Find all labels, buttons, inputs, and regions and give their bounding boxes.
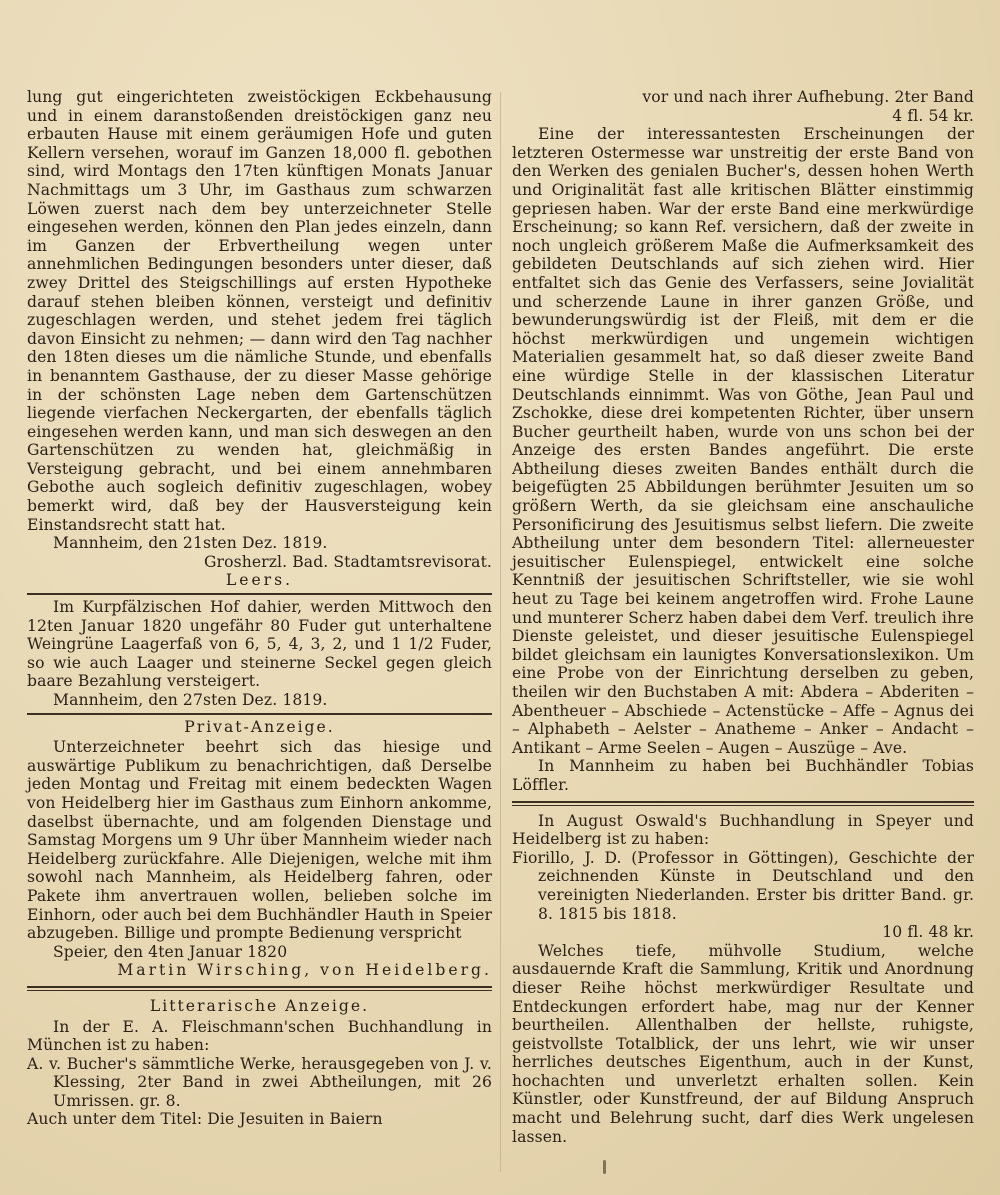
coach-notice-date: Speier, den 4ten Januar 1820 <box>53 942 288 961</box>
double-rule <box>27 986 492 991</box>
auction-notice-signature: Leers. <box>225 571 294 590</box>
fiorillo-review: Welches tiefe, mühvolle Studium, welche ausdauernde Kraft die Sammlung, Kritik und Anordnung dieser Reihe höchst merkwürdiger Resultate und Entdeckungen erfordert habe, mag nur der Kenner beurtheilen. Allenthalben der hellste, ruhigste, geistvollste Totalblick, der uns lehrt, wie wir unser herrliches deutsches Eigenthum, auch in der Kunst, hochachten und unverletzt erhalten sollen. Kein Künstler, oder Kunstfreund, der auf Bildung Anspruch macht und Belehrung sucht, darf dies Werk ungelesen lassen. <box>512 941 974 1146</box>
barrel-auction-text: Im Kurpfälzischen Hof dahier, werden Mittwoch den 12ten Januar 1820 ungefähr 80 Fuder gut unterhaltene Weingrüne Laagerfaß von 6, 5, 4, 3, 2, und 1 1/2 Fuder, so wie auch Laager und steinerne Seckel gegen gleich baare Bezahlung versteigert. <box>27 598 492 691</box>
fiorillo-entry: Fiorillo, J. D. (Professor in Göttingen), Geschichte der zeichnenden Künste in Deutschland und den vereinigten Niederlanden. Erster bis dritter Band. gr. 8. 1815 bis 1818. <box>512 848 974 923</box>
right-column <box>512 88 974 1146</box>
left-column <box>27 88 492 1129</box>
auction-notice-authority: Grosherzl. Bad. Stadtamtsrevisorat. <box>204 552 492 571</box>
ink-mark <box>603 1160 606 1174</box>
oswald-intro: In August Oswald's Buchhandlung in Speyer und Heidelberg ist zu haben: <box>512 811 974 849</box>
book-price: 4 fl. 54 kr. <box>892 106 974 125</box>
book-review-text: Eine der interessantesten Erscheinungen der letzteren Ostermesse war unstreitig der erste Band von den Werken des genialen Bucher's, dessen hohen Werth und Originalität fast alle kritischen Blätter einstimmig gepriesen haben. War der erste Band eine merkwürdige Erscheinung; so kann Ref. versichern, daß der zweite in noch ungleich größerem Maße die Aufmerksamkeit des gebildeten Deutschlands auf sich ziehen wird. Hier entfaltet sich das Genie des Verfassers, seine Jovialität und scherzende Laune in ihrer ganzen Größe, und bewunderungswürdig ist der Fleiß, mit dem er die höchst merkwürdigen und ungemein wichtigen Materialien gesammelt hat, so daß dieser zweite Band eine würdige Stelle in der klassischen Literatur Deutschlands einnimmt. Was von Göthe, Jean Paul und Zschokke, diese drei kompetenten Richter, über unsern Bucher geurtheilt haben, wurde von uns schon bei der Anzeige des ersten Bandes angeführt. Die erste Abtheilung dieses zweiten Bandes enthält durch die beigefügten 25 Abbildungen berühmter Jesuiten um so größern Werth, da sie gleichsam eine anschauliche Personificirung des Jesuitismus selbst liefern. Die zweite Abtheilung unter dem besondern Titel: allerneuester jesuitischer Eulenspiegel, entwickelt eine solche Kenntniß der jesuitischen Schriftsteller, wie sie wohl heut zu Tage bei keinem angetroffen wird. Frohe Laune und munterer Scherz haben dabei dem Verf. treulich ihre Dienste geleistet, und dieser jesuitische Eulenspiegel bildet gleichsam ein launigtes Konversationslexikon. Um eine Probe von der Einrichtung derselben zu geben, theilen wir den Buchstaben A mit: Abdera – Abderiten – Abentheuer – Abschiede – Actenstücke – Affe – Agnus dei – Alphabeth – Aelster – Anatheme – Anker – Andacht – Antikant – Arme Seelen – Augen – Auszüge – Ave. <box>512 125 974 757</box>
literary-heading: Litterarische Anzeige. <box>149 996 370 1015</box>
book-title-continued: vor und nach ihrer Aufhebung. 2ter Band <box>642 88 974 106</box>
privat-heading: Privat-Anzeige. <box>184 717 335 736</box>
auction-notice-date: Mannheim, den 21sten Dez. 1819. <box>53 534 328 553</box>
bookseller-notice: In Mannheim zu haben bei Buchhändler Tobias Löffler. <box>512 757 974 794</box>
auction-notice-text: lung gut eingerichteten zweistöckigen Eckbehausung und in einem daranstoßenden dreistöckigen ganz neu erbauten Hause mit einem geräumigen Hofe und guten Kellern versehen, worauf im Ganzen 18,000 fl. gebothen sind, wird Montags den 17ten künftigen Monats Januar Nachmittags um 3 Uhr, im Gasthaus zum schwarzen Löwen zuerst nach dem bey unterzeichneter Stelle eingesehen werden, können den Plan jedes einzeln, dann im Ganzen der Erbvertheilung wegen unter annehmlichen Bedingungen besonders unter dieser, daß zwey Drittel des Steigschillings auf ersten Hypotheke darauf stehen bleiben können, versteigt und definitiv zugeschlagen werden, und stehet jedem frei täglich davon Einsicht zu nehmen; — dann wird den Tag nachher den 18ten dieses um die nämliche Stunde, und ebenfalls in benanntem Gasthause, der zu dieser Masse gehörige in der schönsten Lage neben dem Gartenschützen liegende vierfachen Neckergarten, der ebenfalls täglich eingesehen werden kann, und man sich deswegen an den Gartenschützen zu wenden hat, gleichmäßig in Versteigung gebracht, und bei einem annehmbaren Gebothe auch sogleich definitiv zugeschlagen, wobey bemerkt wird, daß bey der Hausversteigung kein Einstandsrecht statt hat. <box>27 88 492 534</box>
book-subtitle: Auch unter dem Titel: Die Jesuiten in Baiern <box>27 1110 383 1129</box>
coach-notice-signature: Martin Wirsching, von Heidelberg. <box>117 961 492 980</box>
literary-intro: In der E. A. Fleischmann'schen Buchhandlung in München ist zu haben: <box>27 1017 492 1055</box>
divider-rule <box>27 713 492 715</box>
double-rule <box>512 801 974 806</box>
divider-rule <box>27 593 492 595</box>
book-entry: A. v. Bucher's sämmtliche Werke, herausgegeben von J. v. Klessing, 2ter Band in zwei Abtheilungen, mit 26 Umrissen. gr. 8. <box>27 1054 492 1110</box>
coach-notice-text: Unterzeichneter beehrt sich das hiesige und auswärtige Publikum zu benachrichtigen, daß Derselbe jeden Montag und Freitag mit einem bedeckten Wagen von Heidelberg hier im Gasthaus zum Einhorn ankomme, daselbst übernachte, und am folgenden Dienstage und Samstag Morgens um 9 Uhr über Mannheim wieder nach Heidelberg zurückfahre. Alle Diejenigen, welche mit ihm sowohl nach Mannheim, als Heidelberg fahren, oder Pakete ihm anvertrauen wollen, belieben solche im Einhorn, oder auch bei dem Buchhändler Hauth in Speier abzugeben. Billige und prompte Bedienung verspricht <box>27 738 492 943</box>
barrel-auction-date: Mannheim, den 27sten Dez. 1819. <box>53 691 328 709</box>
fiorillo-price: 10 fl. 48 kr. <box>882 923 974 942</box>
column-divider <box>500 92 501 1172</box>
